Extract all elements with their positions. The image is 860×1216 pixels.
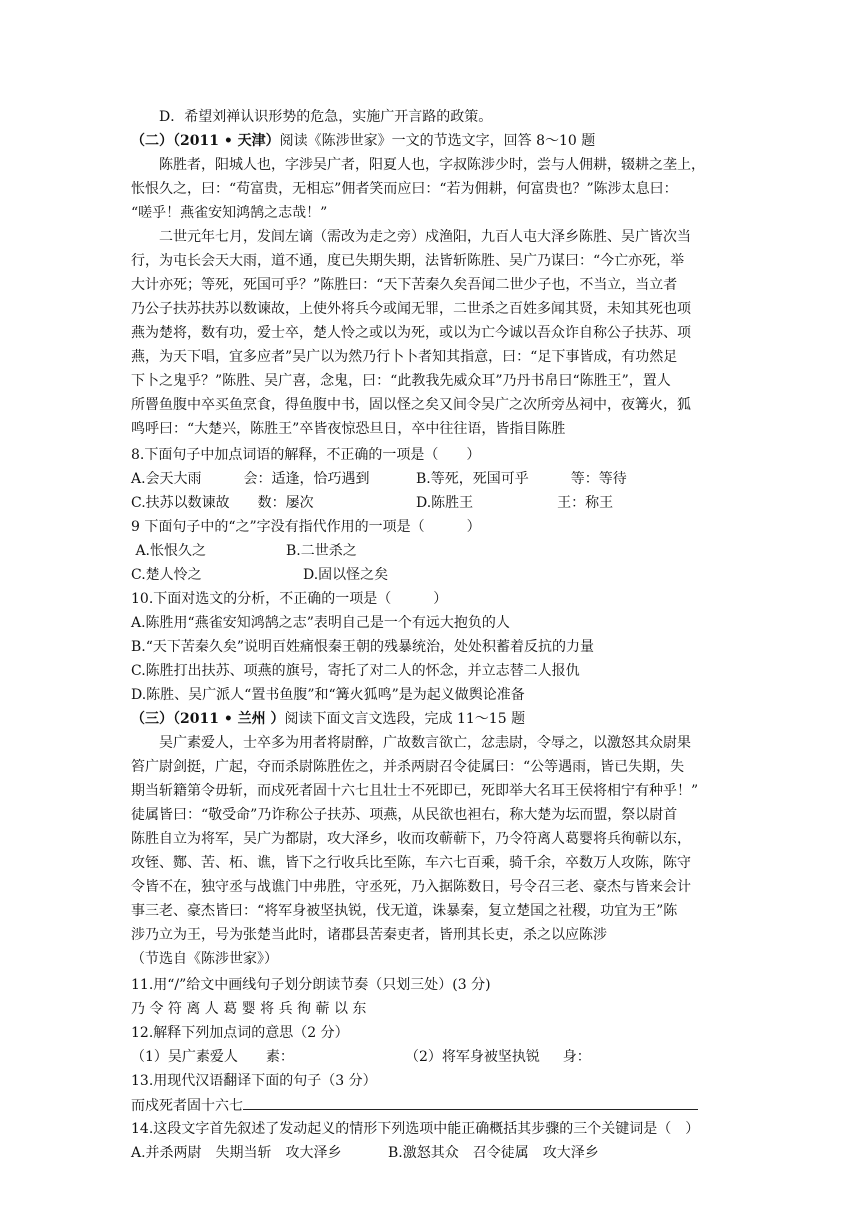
passage-line: 陈胜自立为将军，吴广为都尉，攻大泽乡，收而攻蕲蕲下，乃令符离人葛婴将兵徇蕲以东， xyxy=(131,831,691,847)
q8-option-d: D.陈胜王 王：称王 xyxy=(416,495,614,511)
passage-line: 涉乃立为王，号为张楚当此时，诸郡县苦秦吏者，皆刑其长吏，杀之以应陈涉 xyxy=(131,927,607,943)
passage-line: 所罾鱼腹中卒买鱼烹食，得鱼腹中书，固以怪之矣又间令吴广之次所旁丛祠中，夜篝火，狐 xyxy=(131,397,691,413)
q10-option-b: B.“天下苦秦久矣”说明百姓痛恨秦王朝的残暴统治，处处积蓄着反抗的力量 xyxy=(131,639,595,655)
q9-option-d: D.固以怪之矣 xyxy=(303,567,389,583)
question-11: 11.用“/”给文中画线句子划分朗读节奏（只划三处）(3 分) xyxy=(131,977,491,993)
question-10: 10.下面对选文的分析，不正确的一项是（ ） xyxy=(131,591,448,607)
section-2-heading xyxy=(131,130,595,152)
section-3-instruction: 阅读下面文言文选段，完成 11～15 题 xyxy=(284,711,526,727)
q12-item-1: （1）吴广素爱人 素： xyxy=(131,1049,294,1065)
section-3-heading xyxy=(131,708,525,730)
passage-line: 陈胜者，阳城人也，字涉吴广者，阳夏人也，字叔陈涉少时，尝与人佣耕，辍耕之垄上， xyxy=(159,157,705,173)
passage-line: 下卜之鬼乎？”陈胜、吴广喜，念鬼，曰：“此教我先威众耳”乃丹书帛曰“陈胜王”，置人 xyxy=(131,373,671,389)
q9-option-b: B.二世杀之 xyxy=(286,543,357,559)
source-note: （节选自《陈涉世家》） xyxy=(131,951,278,967)
q10-option-c: C.陈胜打出扶苏、项燕的旗号，寄托了对二人的怀念，并立志替二人报仇 xyxy=(131,663,580,679)
q9-option-a: A.怅恨久之 xyxy=(131,543,207,559)
option-d: D．希望刘禅认识形势的危急，实施广开言路的政策。 xyxy=(159,109,493,125)
q14-option-a: A.并杀两尉 失期当斩 攻大泽乡 xyxy=(131,1145,342,1161)
q8-option-c: C.扶苏以数谏故 数：屡次 xyxy=(131,495,314,511)
q10-option-a: A.陈胜用“燕雀安知鸿鹄之志”表明自己是一个有远大抱负的人 xyxy=(131,615,510,631)
question-14: 14.这段文字首先叙述了发动起义的情形下列选项中能正确概括其步骤的三个关键词是（ ） xyxy=(131,1121,700,1137)
q9-option-c: C.楚人怜之 xyxy=(131,567,202,583)
passage-line: 燕，为天下唱，宜多应者”吴广以为然乃行卜卜者知其指意，曰：“足下事皆成，有功然足 xyxy=(131,349,678,365)
question-13: 13.用现代汉语翻译下面的句子（3 分） xyxy=(131,1073,377,1089)
section-3-source: （三）（2011 • 兰州 ） xyxy=(131,711,285,727)
passage-line: 鸣呼曰：“大楚兴，陈胜王”卒皆夜惊恐旦日，卒中往往语，皆指目陈胜 xyxy=(131,421,566,437)
passage-line: 怅恨久之，曰：“苟富贵，无相忘”佣者笑而应曰：“若为佣耕，何富贵也？”陈涉太息曰： xyxy=(131,181,678,197)
q8-option-b: B.等死，死国可乎 等：等待 xyxy=(416,471,627,487)
passage-line: 攻铚、酂、苦、柘、谯，皆下之行收兵比至陈，车六七百乘，骑千余，卒数万人攻陈，陈守 xyxy=(131,855,691,871)
answer-blank-line[interactable] xyxy=(243,1094,698,1110)
section-2-instruction: 阅读《陈涉世家》一文的节选文字，回答 8～10 题 xyxy=(279,133,596,149)
section-2-source: （二）（2011 • 天津） xyxy=(131,133,280,149)
passage-line: 乃公子扶苏扶苏以数谏故，上使外将兵今或闻无罪，二世杀之百姓多闻其贤，未知其死也项 xyxy=(131,301,691,317)
q13-text: 而戍死者固十六七 xyxy=(131,1098,243,1114)
passage-line: 行，为屯长会天大雨，道不通，度已失期失期，法皆斩陈胜、吴广乃谋曰：“今亡亦死，举 xyxy=(131,253,685,269)
q11-sentence: 乃 令 符 离 人 葛 婴 将 兵 徇 蕲 以 东 xyxy=(131,1001,367,1017)
q12-item-2: （2）将军身被坚执锐 身： xyxy=(405,1049,591,1065)
q13-sentence xyxy=(131,1094,698,1117)
question-9: 9 下面句子中的“之”字没有指代作用的一项是（ ） xyxy=(131,519,481,535)
question-8: 8.下面句子中加点词语的解释，不正确的一项是（ ） xyxy=(131,447,481,463)
q10-option-d: D.陈胜、吴广派人“置书鱼腹”和“篝火狐鸣”是为起义做舆论准备 xyxy=(131,687,525,703)
passage-line: 大计亦死；等死，死国可乎？”陈胜曰：“天下苦秦久矣吾闻二世少子也，不当立，当立者 xyxy=(131,277,678,293)
passage-line: 令皆不在，独守丞与战谯门中弗胜，守丞死，乃入据陈数日，号令召三老、豪杰与皆来会计 xyxy=(131,879,691,895)
passage-line: 燕为楚将，数有功，爱士卒，楚人怜之或以为死，或以为亡今诚以吾众诈自称公子扶苏、项 xyxy=(131,325,691,341)
passage-line: 吴广素爱人，士卒多为用者将尉醉，广故数言欲亡，忿恚尉，令辱之，以激怒其众尉果 xyxy=(159,735,691,751)
passage-line: 徒属皆曰：“敬受命”乃诈称公子扶苏、项燕，从民欲也袒右，称大楚为坛而盟，祭以尉首 xyxy=(131,807,678,823)
passage-line: 期当斩籍第令毋斩，而戍死者固十六七且壮士不死即已，死即举大名耳王侯将相宁有种乎！” xyxy=(131,783,699,799)
passage-line: 事三老、豪杰皆曰：“将军身被坚执锐，伐无道，诛暴秦，复立楚国之社稷，功宜为王”陈 xyxy=(131,903,678,919)
question-12: 12.解释下列加点词的意思（2 分） xyxy=(131,1025,349,1041)
passage-line: 笞广尉剑挺，广起，夺而杀尉陈胜佐之，并杀两尉召令徒属曰：“公等遇雨，皆已失期，失 xyxy=(131,759,685,775)
q8-option-a: A.会天大雨 会：适逢，恰巧遇到 xyxy=(131,471,370,487)
passage-line: “嗟乎！燕雀安知鸿鹄之志哉！” xyxy=(131,205,328,221)
q14-option-b: B.激怒其众 召令徒属 攻大泽乡 xyxy=(388,1145,599,1161)
passage-line: 二世元年七月，发闾左谪（需改为走之旁）戍渔阳，九百人屯大泽乡陈胜、吴广皆次当 xyxy=(159,229,691,245)
